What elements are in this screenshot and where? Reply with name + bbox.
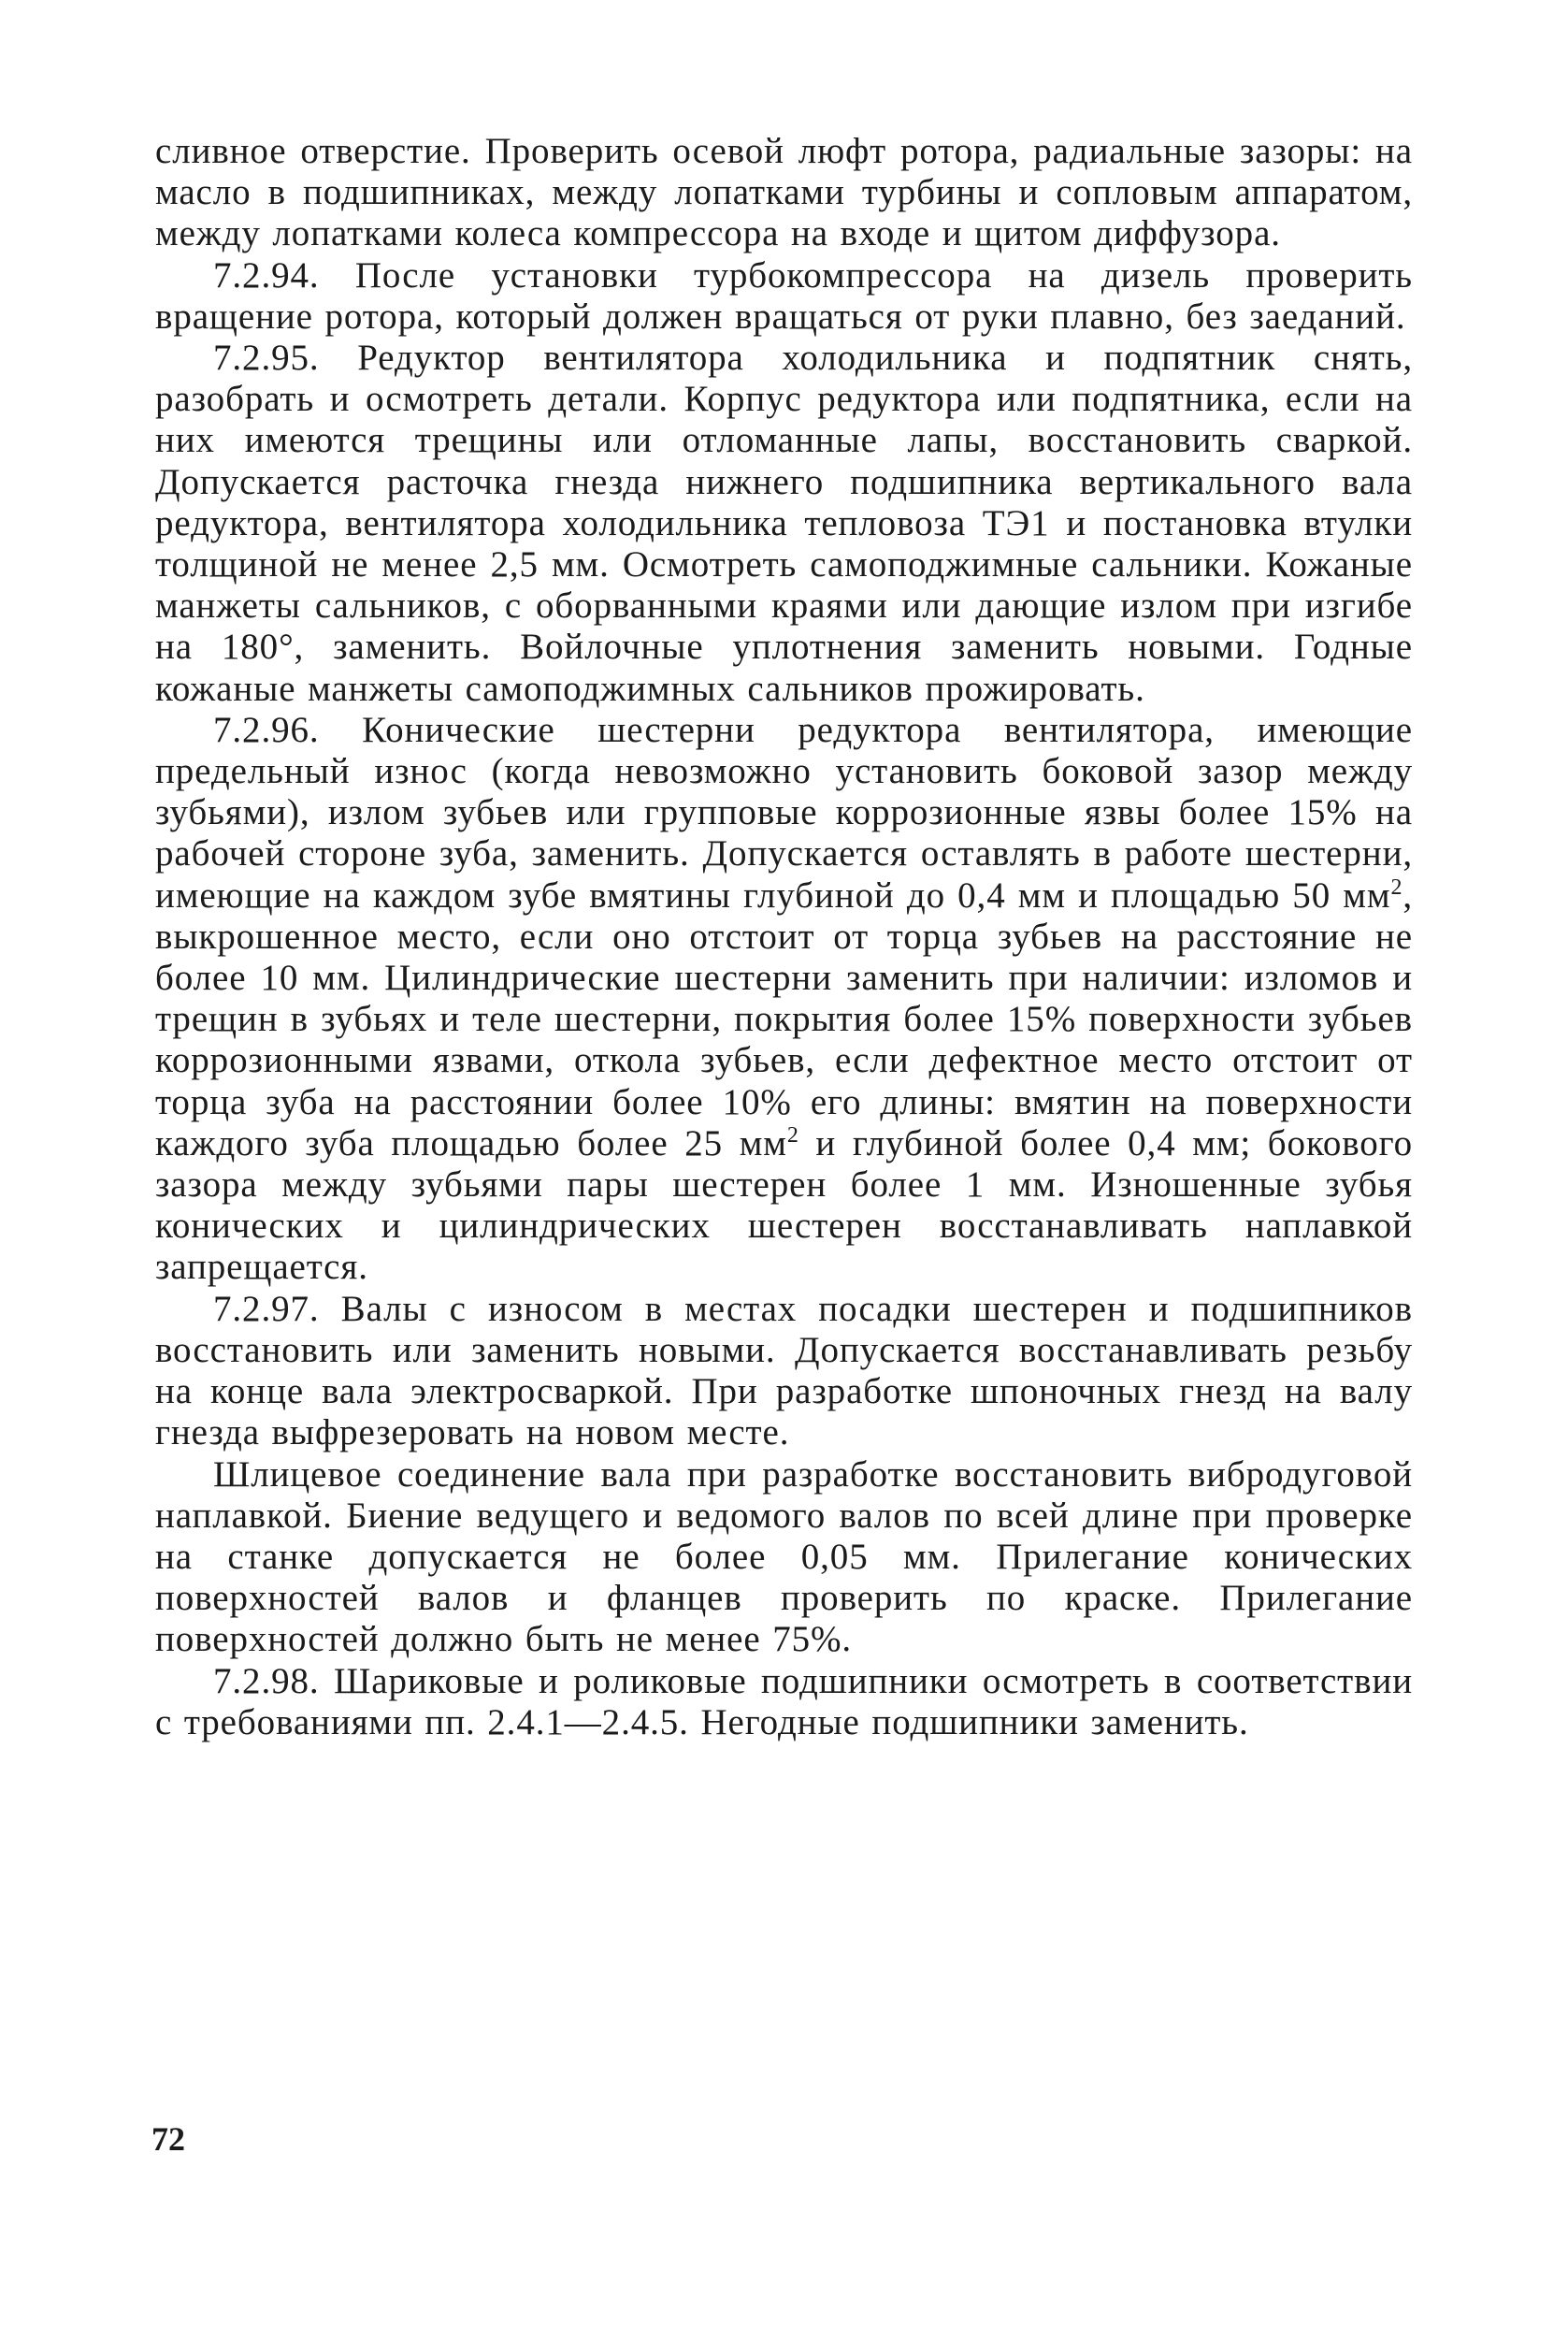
page-number: 72 <box>151 2120 185 2158</box>
paragraph-7-2-98: 7.2.98. Шариковые и роликовые подшипники осмотреть в соответствии с требованиями пп. 2.4.1—2.4.5. Негодные подшипники заменить. <box>155 1660 1413 1742</box>
paragraph-7-2-94: 7.2.94. После установки турбокомпрессора на дизель проверить вращение ротора, который должен вращаться от руки плавно, без заеданий. <box>155 254 1413 337</box>
paragraph-7-2-96-part-3: и глубиной более 0,4 мм; бокового зазора между зубьями пары шестерен более 1 мм. Изношенные зубья конических и цилиндрических шестерен восстанавливать наплавкой запрещается. <box>155 1122 1413 1288</box>
paragraph-7-2-97: 7.2.97. Валы с износом в местах посадки шестерен и подшипников восстановить или заменить новыми. Допускается восстанавливать резьбу на конце вала электросваркой. При разработке шпоночных гнезд на валу гнезда выфрезеровать на новом месте. <box>155 1288 1413 1453</box>
superscript-square: 2 <box>786 1122 799 1148</box>
paragraph-continuation: сливное отверстие. Проверить осевой люфт ротора, радиальные зазоры: на масло в подшипниках, между лопатками турбины и сопловым аппаратом, между лопатками колеса компрессора на входе и щитом диффузора. <box>155 131 1413 254</box>
paragraph-7-2-97-continuation: Шлицевое соединение вала при разработке восстановить вибродуговой наплавкой. Биение ведущего и ведомого валов по всей длине при проверке на станке допускается не более 0,05 мм. Прилегание конических поверхностей валов и фланцев проверить по краске. Прилегание поверхностей должно быть не менее 75%. <box>155 1453 1413 1660</box>
paragraph-7-2-95: 7.2.95. Редуктор вентилятора холодильника и подпятник снять, разобрать и осмотреть детали. Корпус редуктора или подпятника, если на них имеются трещины или отломанные лапы, восстановить сваркой. Допускается расточка гнезда нижнего подшипника вертикального вала редуктора, вентилятора холодильника тепловоза ТЭ1 и постановка втулки толщиной не менее 2,5 мм. Осмотреть самоподжимные сальники. Кожаные манжеты сальников, с оборванными краями или дающие излом при изгибе на 180°, заменить. Войлочные уплотнения заменить новыми. Годные кожаные манжеты самоподжимных сальников прожировать. <box>155 338 1413 709</box>
paragraph-7-2-96 <box>155 710 1413 1289</box>
paragraph-7-2-96-part-1: 7.2.96. Конические шестерни редуктора вентилятора, имеющие предельный износ (когда невозможно установить боковой зазор между зубьями), излом зубьев или групповые коррозионные язвы более 15% на рабочей стороне зуба, заменить. Допускается оставлять в работе шестерни, имеющие на каждом зубе вмятины глубиной до 0,4 мм и площадью 50 мм <box>155 709 1413 916</box>
paragraph-7-2-96-part-2: , выкрошенное место, если оно отстоит от торца зубьев на расстояние не более 10 мм. Цилиндрические шестерни заменить при наличии: изломов и трещин в зубьях и теле шестерни, покрытия более 15% поверхности зубьев коррозионными язвами, откола зубьев, если дефектное место отстоит от торца зуба на расстоянии более 10% его длины: вмятин на поверхности каждого зуба площадью более 25 мм <box>155 874 1413 1163</box>
body-text <box>155 131 1413 1743</box>
superscript-square: 2 <box>1390 874 1403 900</box>
